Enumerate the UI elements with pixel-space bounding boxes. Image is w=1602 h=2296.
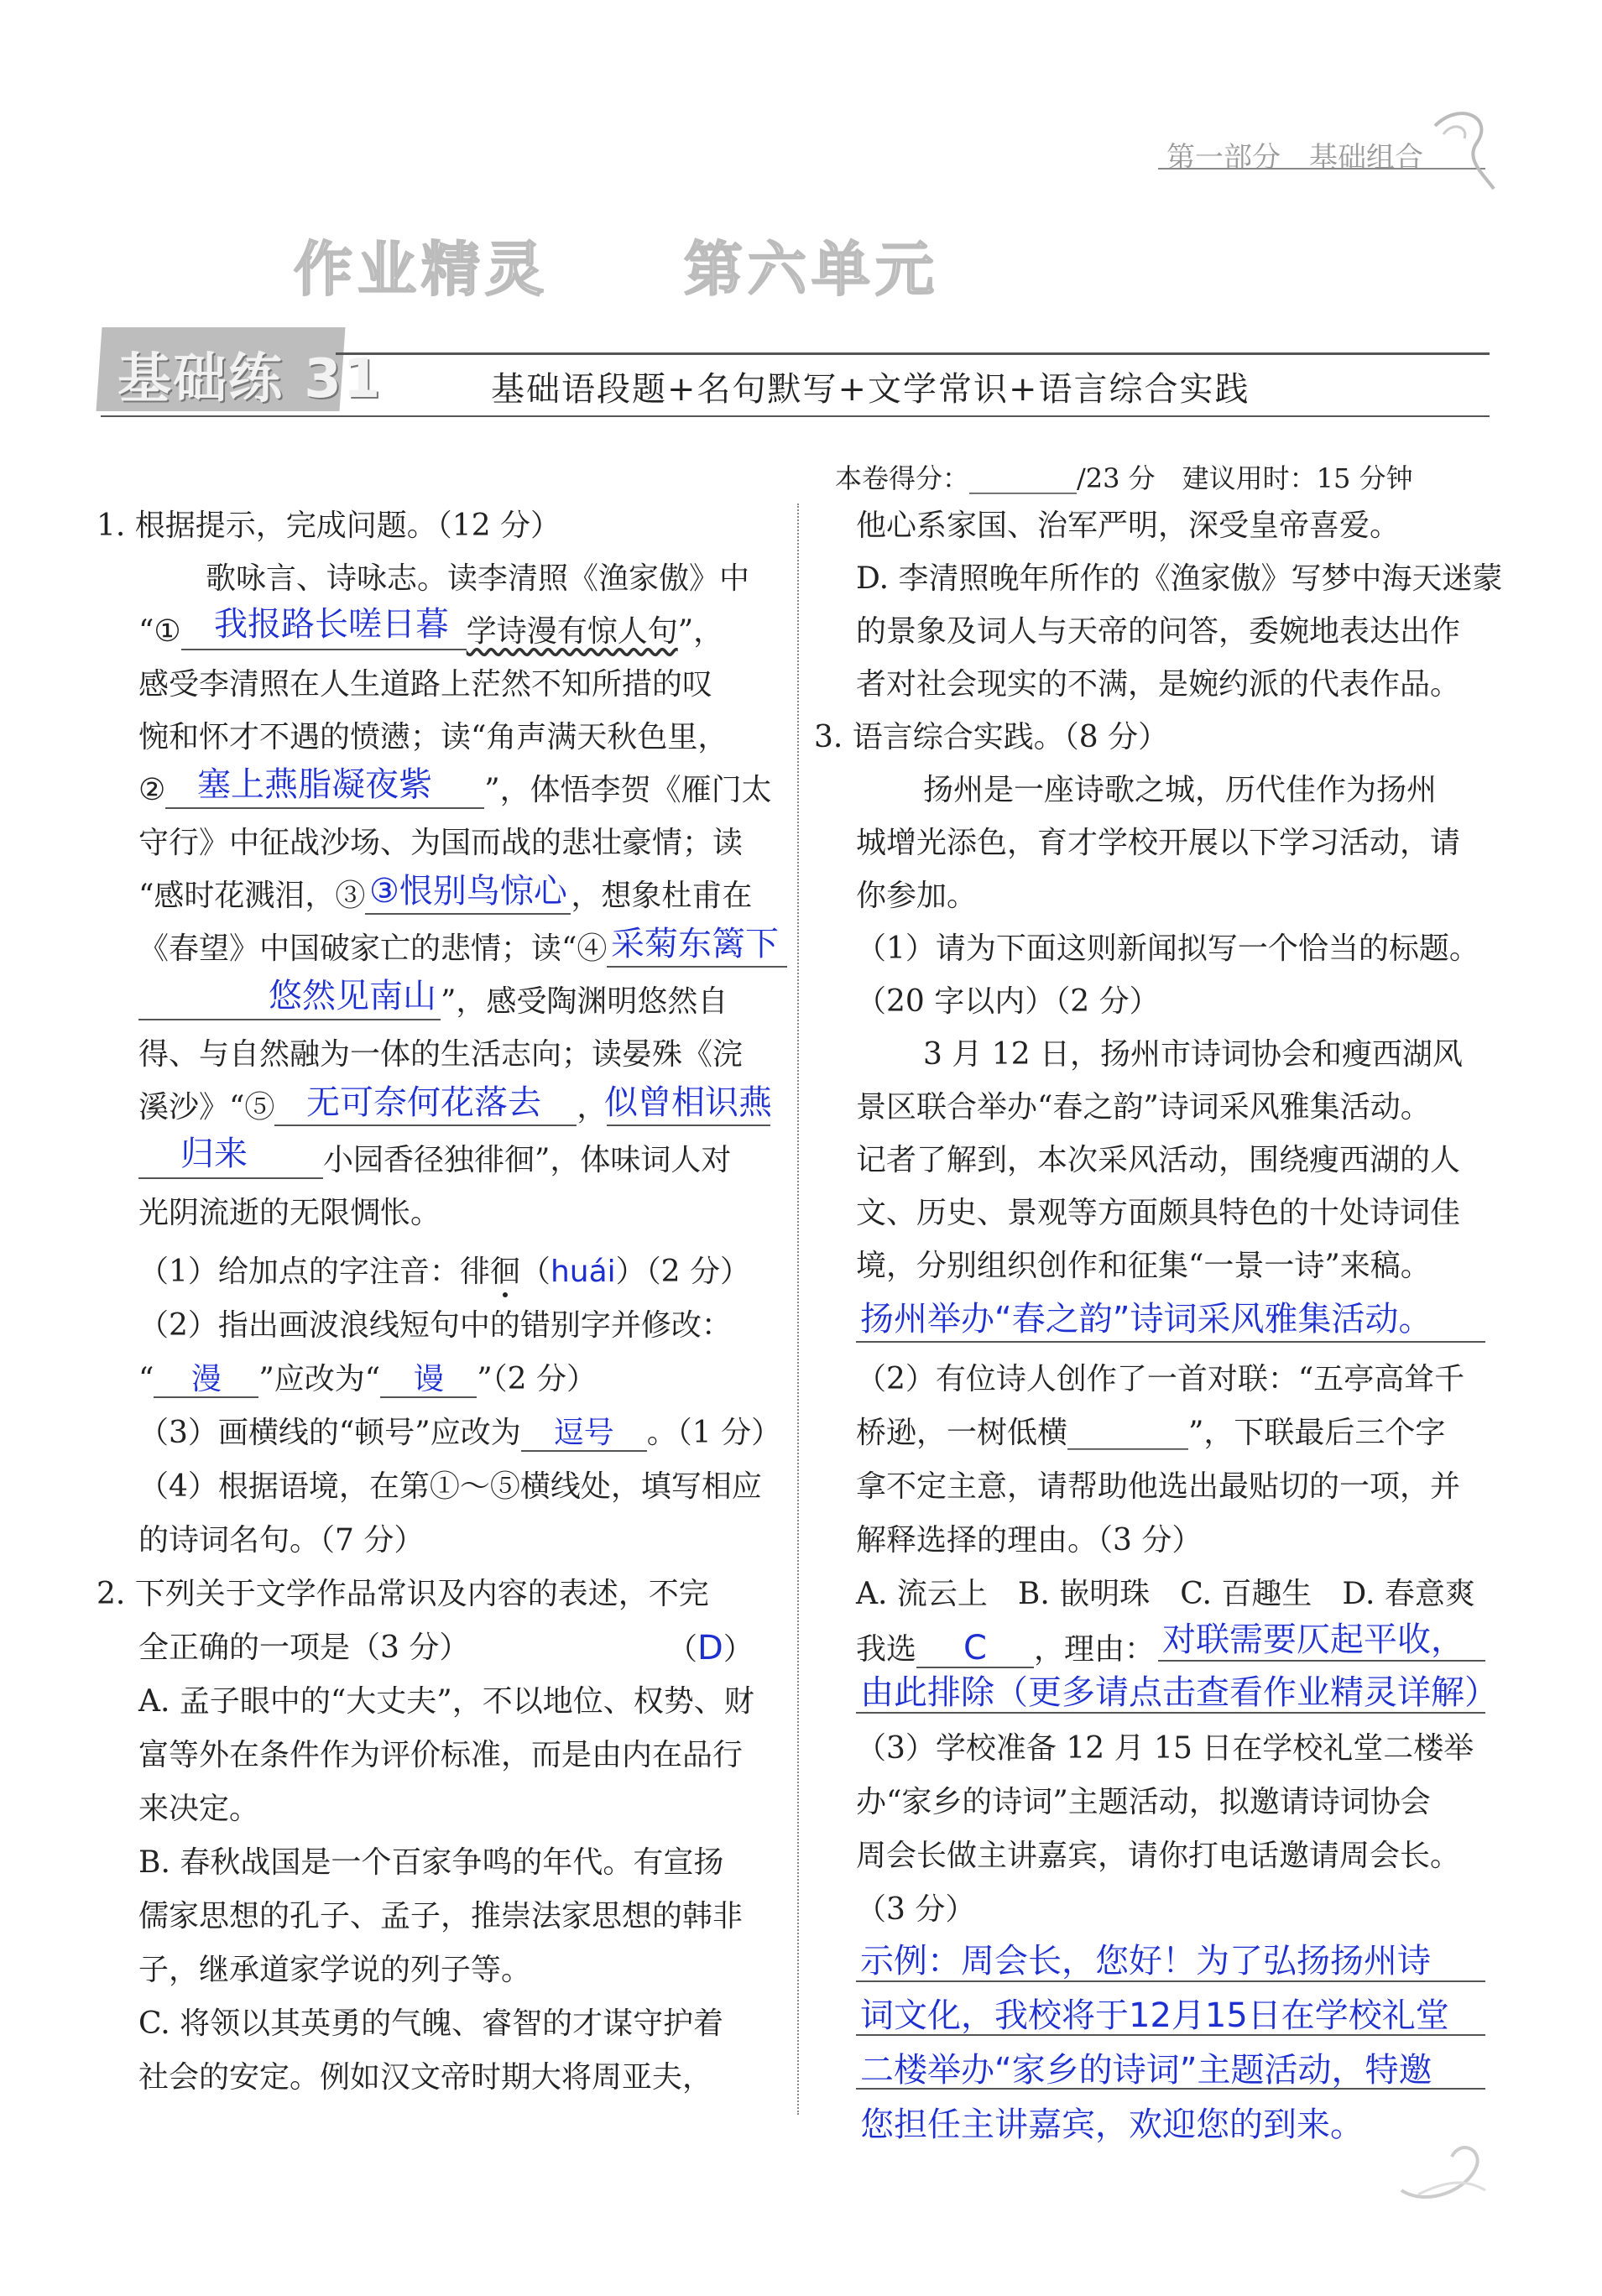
q3-sub2: 解释选择的理由。（3 分） bbox=[856, 1523, 1203, 1558]
q2-option-d: 者对社会现实的不满，是婉约派的代表作品。 bbox=[856, 667, 1461, 702]
q3-sub2: 桥逊，一树低横________”，下联最后三个字 bbox=[856, 1416, 1446, 1450]
q2-answer: D bbox=[697, 1629, 723, 1667]
q3-sub2: 拿不定主意，请帮助他选出最贴切的一项，并 bbox=[856, 1469, 1461, 1504]
q1-line: 歌咏言、诗咏志。读李清照《渔家傲》中 bbox=[206, 561, 750, 596]
q3-intro: 城增光添色，育才学校开展以下学习活动，请 bbox=[856, 826, 1461, 860]
q2-option-b: 儒家思想的孔子、孟子，推崇法家思想的韩非 bbox=[138, 1899, 744, 1933]
q3-news: 文、历史、景观等方面颇具特色的十处诗词佳 bbox=[856, 1196, 1461, 1230]
answer-blank-4b: 悠然见南山 bbox=[269, 977, 436, 1015]
q2-option-d: 的景象及词人与天帝的问答，委婉地表达出作 bbox=[856, 614, 1461, 649]
q3-news: 境，分别组织创作和征集“一景一诗”来稿。 bbox=[856, 1249, 1431, 1283]
q2-stem: 2. 下列关于文学作品常识及内容的表述，不完 bbox=[97, 1577, 709, 1611]
q1-sub3: （3）画横线的“顿号”应改为 逗号 。（1 分） bbox=[138, 1416, 782, 1450]
q2-option-a: 富等外在条件作为评价标准，而是由内在品行 bbox=[138, 1738, 744, 1772]
q3-sub1: （1）请为下面这则新闻拟写一个恰当的标题。 bbox=[856, 931, 1479, 966]
q3-choice: 我选 C ，理由： bbox=[856, 1629, 1156, 1667]
answer-blank-2: 塞上燕脂凝夜紫 bbox=[197, 765, 432, 804]
unit-title: 第六单元 bbox=[684, 235, 939, 304]
q3-intro: 你参加。 bbox=[856, 879, 978, 913]
section-subtitle: 基础语段题+名句默写+文学常识+语言综合实践 bbox=[491, 370, 1250, 409]
q3-sub3: 周会长做主讲嘉宾，请你打电话邀请周会长。 bbox=[856, 1839, 1461, 1873]
q3-intro: 扬州是一座诗歌之城，历代佳作为扬州 bbox=[923, 773, 1438, 807]
q1-line: 惋和怀才不遇的愤懑；读“角声满天秋色里， bbox=[138, 720, 728, 754]
part-label: 第一部分 基础组合 bbox=[1166, 141, 1423, 175]
q1-line: 得、与自然融为一体的生活志向；读晏殊《浣 bbox=[138, 1037, 744, 1072]
answer-blank-1: 我报路长嗟日暮 bbox=[214, 605, 449, 644]
q3-news: 记者了解到，本次采风活动，围绕瘦西湖的人 bbox=[856, 1143, 1461, 1177]
q3-stem: 3. 语言综合实践。（8 分） bbox=[814, 720, 1169, 754]
q1-line: 溪沙》“⑤ ， bbox=[138, 1091, 770, 1126]
dotted-char: 徊 bbox=[489, 1255, 520, 1289]
answer-right-char: 谩 bbox=[413, 1362, 444, 1396]
q1-sub4: 的诗词名句。（7 分） bbox=[138, 1523, 425, 1558]
answer-reason: 对联需要仄起平收， bbox=[1162, 1620, 1464, 1659]
wavy-phrase: 学诗漫有惊人句 bbox=[466, 614, 678, 649]
answer-rule bbox=[856, 2034, 1485, 2036]
q3-news: 景区联合举办“春之韵”诗词采风雅集活动。 bbox=[856, 1090, 1431, 1125]
q1-line: ”，感受陶渊明悠然自 bbox=[138, 985, 728, 1020]
score-line: 本卷得分：________/23 分 建议用时：15 分钟 bbox=[835, 462, 1413, 494]
q2-option-a: A. 孟子眼中的“大丈夫”，不以地位、权势、财 bbox=[138, 1684, 754, 1719]
q3-sub3: （3 分） bbox=[856, 1892, 976, 1927]
q2-option-c: 社会的安定。例如汉文帝时期大将周亚夫， bbox=[138, 2060, 713, 2095]
answer-punct: 逗号 bbox=[553, 1416, 614, 1450]
q1-line: 《春望》中国破家亡的悲情；读“④ bbox=[138, 932, 787, 968]
answer-blank-5b: 似曾相识燕 bbox=[604, 1083, 772, 1122]
answer-blank-3: ③恨别鸟惊心 bbox=[369, 872, 567, 911]
q3-sub3: 办“家乡的诗词”主题活动，拟邀请诗词协会 bbox=[856, 1785, 1431, 1819]
q2-option-a: 来决定。 bbox=[138, 1792, 260, 1826]
answer-blank-5a: 无可奈何花落去 bbox=[306, 1083, 541, 1122]
answer-wrong-char: 漫 bbox=[190, 1362, 222, 1396]
banner-rule bbox=[336, 352, 1490, 355]
banner-rule-bottom bbox=[101, 415, 1490, 417]
answer-rule bbox=[856, 1980, 1485, 1982]
answer-rule bbox=[856, 2088, 1485, 2090]
answer-invitation: 二楼举办“家乡的诗词”主题活动，特邀 bbox=[860, 2051, 1432, 2090]
answer-invitation: 您担任主讲嘉宾，欢迎您的到来。 bbox=[860, 2106, 1364, 2144]
answer-invitation: 示例：周会长，您好！为了弘扬扬州诗 bbox=[860, 1942, 1431, 1980]
q2-answer-bracket: （D） bbox=[667, 1629, 754, 1667]
q3-options: A. 流云上 B. 嵌明珠 C. 百趣生 D. 春意爽 bbox=[856, 1577, 1475, 1611]
q1-sub2: （2）指出画波浪线短句中的错别字并修改： bbox=[138, 1308, 732, 1343]
q1-stem: 1. 根据提示，完成问题。（12 分） bbox=[97, 509, 561, 543]
q2-option-c: C. 将领以其英勇的气魄、睿智的才谋守护着 bbox=[138, 2006, 724, 2041]
q2-option-d: D. 李清照晚年所作的《渔家傲》写梦中海天迷蒙 bbox=[856, 561, 1503, 596]
answer-headline: 扬州举办“春之韵”诗词采风雅集活动。 bbox=[860, 1300, 1432, 1338]
answer-rule bbox=[1158, 1660, 1485, 1662]
q1-line: “① 学诗漫有惊人句”， bbox=[138, 614, 724, 649]
answer-reason: 由此排除（更多请点击查看作业精灵详解） bbox=[860, 1673, 1498, 1712]
q3-news: 3 月 12 日，扬州市诗词协会和瘦西湖风 bbox=[923, 1037, 1464, 1072]
q1-sub4: （4）根据语境，在第①～⑤横线处，填写相应 bbox=[138, 1469, 762, 1504]
q1-line: ② ”，体悟李贺《雁门太 bbox=[138, 773, 772, 807]
swirl-ornament-icon bbox=[1427, 101, 1502, 193]
q2-stem: 全正确的一项是（3 分） bbox=[138, 1631, 470, 1665]
watermark-logo: 作业精灵 bbox=[294, 235, 549, 304]
q3-sub2: （2）有位诗人创作了一首对联：“五亭高耸千 bbox=[856, 1362, 1465, 1396]
q1-line: 守行》中征战沙场、为国而战的悲壮豪情；读 bbox=[138, 826, 744, 860]
q1-line: 感受李清照在人生道路上茫然不知所措的叹 bbox=[138, 667, 713, 702]
q2-option-b: 子，继承道家学说的列子等。 bbox=[138, 1953, 532, 1987]
answer-rule bbox=[856, 1341, 1485, 1343]
q1-line: 光阴流逝的无限惆怅。 bbox=[138, 1196, 441, 1230]
practice-banner: 基础练 31 bbox=[117, 348, 383, 410]
q2-option-b: B. 春秋战国是一个百家争鸣的年代。有宣扬 bbox=[138, 1845, 724, 1880]
q1-sub2b: “ 漫 ”应改为“ 谩 ”（2 分） bbox=[138, 1362, 597, 1396]
q2-option-c: 他心系家国、治军严明，深受皇帝喜爱。 bbox=[856, 509, 1401, 543]
q1-line: 小园香径独徘徊”，体味词人对 bbox=[138, 1144, 731, 1179]
answer-invitation: 词文化，我校将于12月15日在学校礼堂 bbox=[860, 1996, 1449, 2035]
answer-choice: C bbox=[963, 1629, 987, 1667]
q1-sub1: （1）给加点的字注音：徘徊（huái）（2 分） bbox=[138, 1255, 750, 1289]
footer-swirl-icon bbox=[1393, 2132, 1494, 2207]
q3-sub3: （3）学校准备 12 月 15 日在学校礼堂二楼举 bbox=[856, 1731, 1474, 1766]
answer-rule bbox=[856, 1712, 1485, 1714]
column-divider bbox=[797, 504, 799, 2115]
answer-pinyin: huái bbox=[550, 1255, 616, 1289]
answer-blank-5c: 归来 bbox=[180, 1135, 248, 1173]
q3-sub1: （20 字以内）（2 分） bbox=[856, 984, 1160, 1019]
answer-blank-4a: 采菊东篱下 bbox=[611, 925, 779, 963]
q1-line: “感时花溅泪，③ ，想象杜甫在 bbox=[138, 879, 753, 913]
